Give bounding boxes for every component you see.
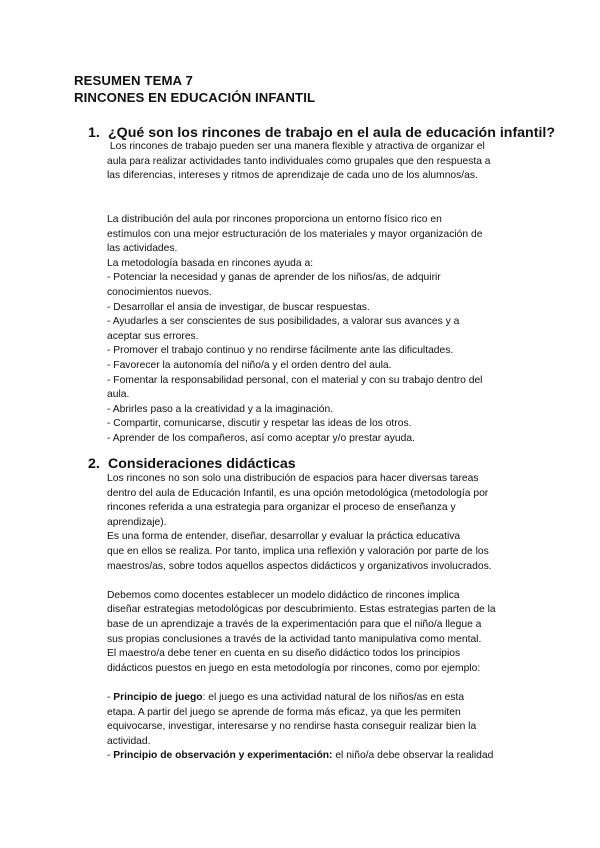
bullet-item bbox=[107, 359, 527, 374]
para1-line: aprendizaje). bbox=[107, 516, 167, 528]
para1-line: Los rincones no son solo una distribución de espacios para hacer diversas tareas bbox=[107, 473, 479, 484]
principle-juego-text: : el juego es una actividad natural de los niños/as en esta bbox=[202, 691, 465, 703]
principle-juego-label: Principio de juego bbox=[113, 691, 203, 703]
principle-juego bbox=[107, 691, 527, 706]
section-2-body bbox=[107, 472, 527, 764]
bullet-item bbox=[107, 301, 527, 316]
bullet-line: - Ayudarles a ser conscientes de sus posibilidades, a valorar sus avances y a bbox=[107, 316, 460, 328]
title-line-1: RESUMEN TEMA 7 bbox=[74, 73, 193, 88]
para2-line: sus propias conclusiones a través de la actividad tanto manipulativa como mental. bbox=[107, 633, 482, 645]
bullet-item bbox=[107, 344, 527, 359]
principle-observacion-text: el niño/a debe observar la realidad bbox=[332, 750, 494, 762]
para2-line: El maestro/a debe tener en cuenta en su diseño didáctico todos los principios bbox=[107, 648, 461, 660]
bullet-line: - Favorecer la autonomía del niño/a y el orden dentro del aula. bbox=[107, 359, 392, 371]
bullet-line: - Abrirles paso a la creatividad y a la imaginación. bbox=[107, 403, 334, 415]
bullet-line: - Aprender de los compañeros, así como aceptar y/o prestar ayuda. bbox=[107, 432, 415, 444]
bullet-line: - Desarrollar el ansia de investigar, de buscar respuestas. bbox=[107, 301, 370, 313]
para1-line: que en ellos se realiza. Por tanto, implica una reflexión y valoración por parte de los bbox=[107, 545, 489, 557]
bullet-item bbox=[107, 271, 527, 300]
intro-line: Los rincones de trabajo pueden ser una manera flexible y atractiva de organizar el bbox=[107, 141, 485, 152]
section-2-title: Consideraciones didácticas bbox=[108, 456, 296, 472]
para1-line: rincones referida a una estrategia para organizar el proceso de enseñanza y bbox=[107, 502, 456, 514]
paragraph-gap bbox=[107, 198, 527, 213]
bullet-item bbox=[107, 374, 527, 403]
bullet-line: aceptar sus errores. bbox=[107, 330, 199, 342]
section-2-number: 2. bbox=[88, 456, 100, 472]
bullet-line: conocimientos nuevos. bbox=[107, 286, 212, 298]
para1-line: maestros/as, sobre todos aquellos aspectos didácticos y organizativos involucrados. bbox=[107, 560, 492, 572]
para1-line: dentro del aula de Educación Infantil, es una opción metodológica (metodología por bbox=[107, 487, 489, 499]
bullet-item bbox=[107, 403, 527, 418]
bullet-line: - Fomentar la responsabilidad personal, con el material y con su trabajo dentro del bbox=[107, 374, 483, 386]
section-2-heading bbox=[88, 455, 296, 473]
principle-juego-line: equivocarse, investigar, interesarse y no rendirse hasta conseguir realizar bien la bbox=[107, 721, 477, 733]
distribution-line: La distribución del aula por rincones proporciona un entorno físico rico en bbox=[107, 213, 442, 225]
paragraph-gap bbox=[107, 676, 527, 691]
principle-juego-line: etapa. A partir del juego se aprende de forma más eficaz, ya que les permiten bbox=[107, 706, 461, 718]
paragraph-gap bbox=[107, 574, 527, 589]
bullet-line: - Potenciar la necesidad y ganas de aprender de los niños/as, de adquirir bbox=[107, 272, 441, 284]
bullet-item bbox=[107, 315, 527, 344]
section-1-body bbox=[107, 140, 527, 446]
bullet-item bbox=[107, 417, 527, 432]
methodology-intro: La metodología basada en rincones ayuda a: bbox=[107, 257, 314, 269]
distribution-line: estímulos con una mejor estructuración de los materiales y mayor organización de bbox=[107, 228, 483, 240]
para2-line: Debemos como docentes establecer un modelo didáctico de rincones implica bbox=[107, 589, 460, 601]
para2-line: base de un aprendizaje a través de la experimentación para que el niño/a llegue a bbox=[107, 618, 482, 630]
para2-line: didácticos puestos en juego en esta metodología por rincones, como por ejemplo: bbox=[107, 662, 481, 674]
distribution-line: las actividades. bbox=[107, 243, 178, 255]
principle-dash: - bbox=[107, 691, 114, 703]
section-1-title: ¿Qué son los rincones de trabajo en el aula de educación infantil? bbox=[108, 125, 555, 141]
intro-line: las diferencias, intereses y ritmos de aprendizaje de cada uno de los alumnos/as. bbox=[107, 170, 478, 182]
intro-line: aula para realizar actividades tanto individuales como grupales que den respuesta a bbox=[107, 155, 491, 167]
principle-observacion-label: Principio de observación y experimentación: bbox=[113, 750, 333, 762]
principle-juego-line: actividad. bbox=[107, 735, 151, 747]
bullet-line: - Promover el trabajo continuo y no rendirse fácilmente ante las dificultades. bbox=[107, 345, 454, 357]
document-title bbox=[74, 72, 315, 106]
bullet-line: - Compartir, comunicarse, discutir y respetar las ideas de los otros. bbox=[107, 418, 412, 430]
para2-line: diseñar estrategias metodológicas por descubrimiento. Estas estrategias parten de la bbox=[107, 604, 496, 616]
section-1-number: 1. bbox=[88, 125, 100, 141]
principle-dash: - bbox=[107, 750, 114, 762]
bullet-line: aula. bbox=[107, 389, 130, 401]
principle-observacion bbox=[107, 749, 527, 764]
paragraph-gap bbox=[107, 184, 527, 199]
title-line-2: RINCONES EN EDUCACIÓN INFANTIL bbox=[74, 90, 316, 105]
para1-line: Es una forma de entender, diseñar, desarrollar y evaluar la práctica educativa bbox=[107, 531, 461, 543]
bullet-item bbox=[107, 432, 527, 447]
